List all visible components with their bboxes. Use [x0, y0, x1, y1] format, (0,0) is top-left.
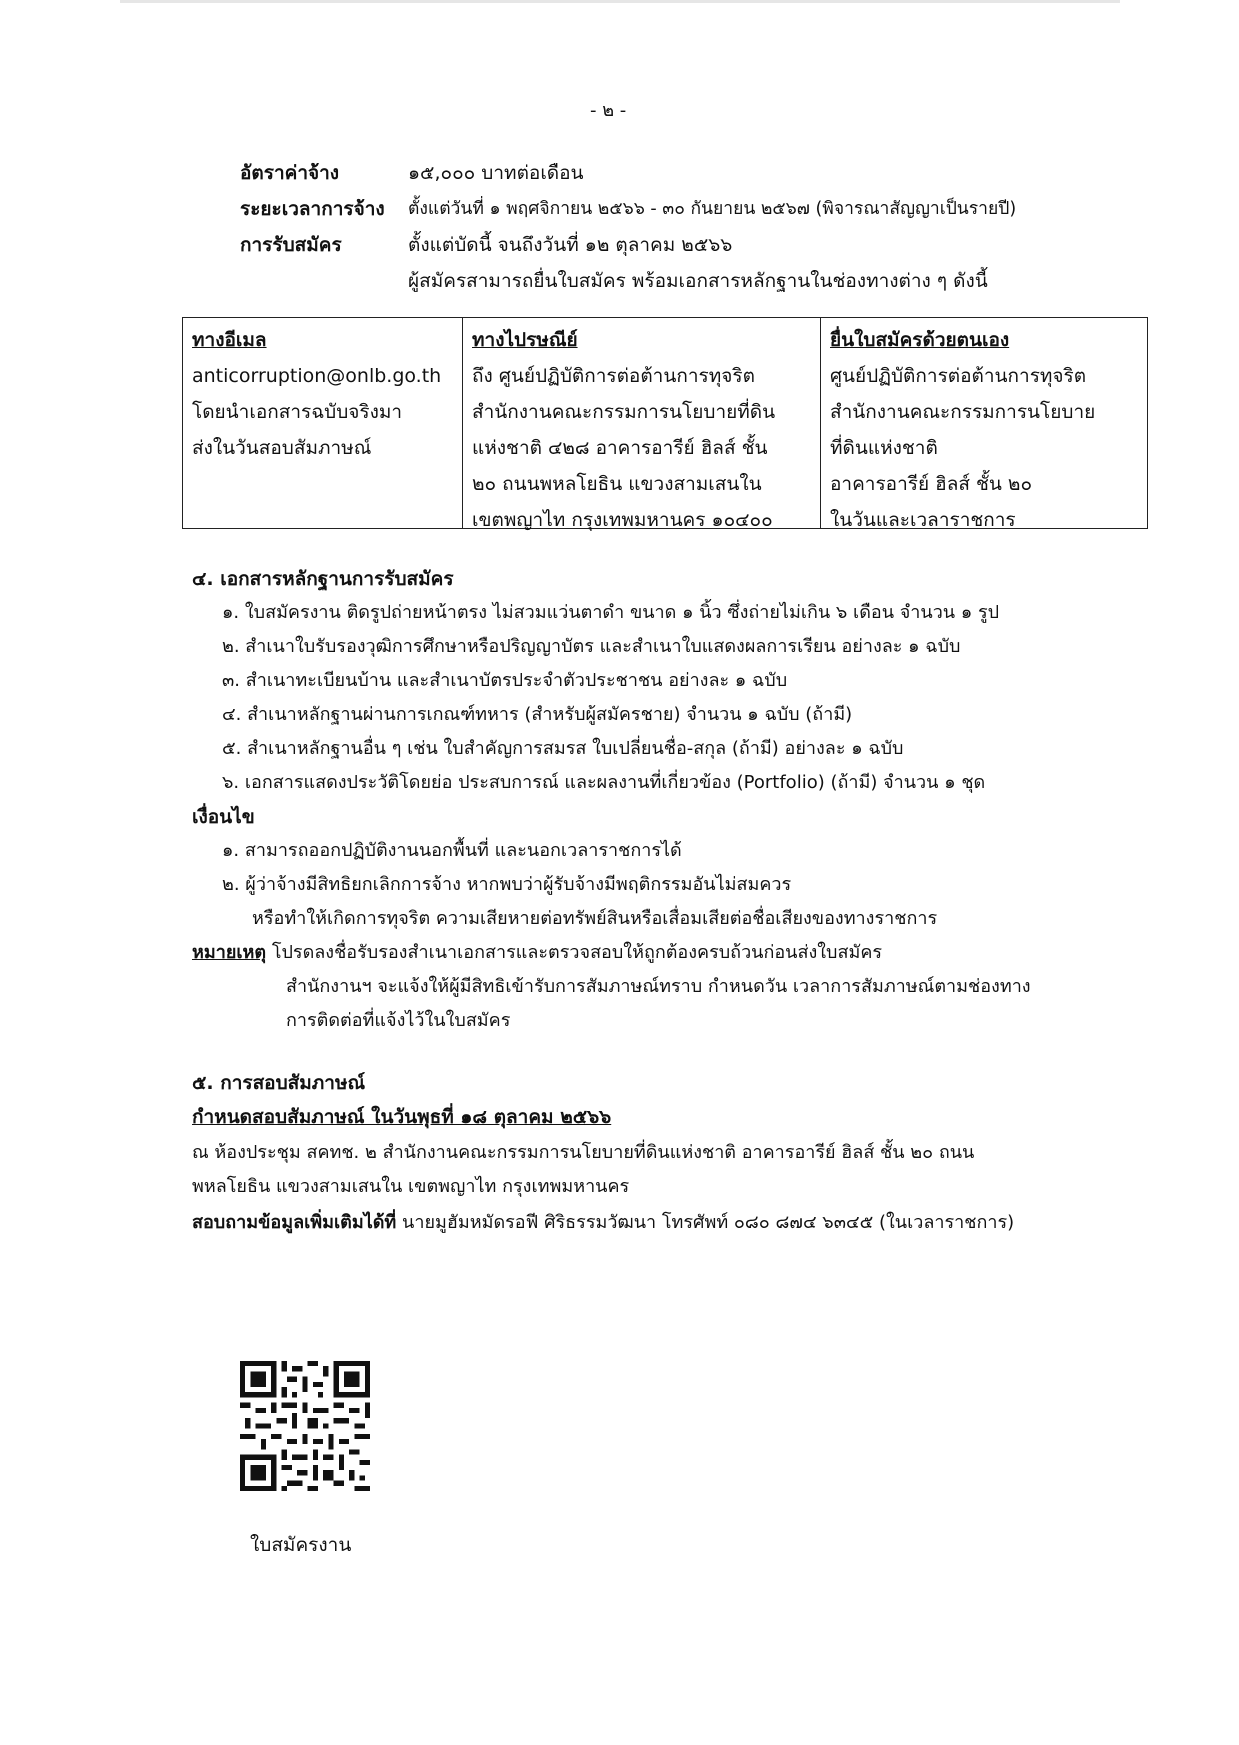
- channel-email-line: โดยนำเอกสารฉบับจริงมา: [192, 401, 403, 423]
- conditions-item: ๒. ผู้ว่าจ้างมีสิทธิยกเลิกการจ้าง หากพบว่าผู้รับจ้างมีพฤติกรรมอันไม่สมควร: [222, 874, 792, 895]
- channel-in-person-line: ศูนย์ปฏิบัติการต่อต้านการทุจริต: [830, 365, 1087, 387]
- note-line: [192, 940, 882, 966]
- qr-code-icon[interactable]: [240, 1361, 370, 1491]
- application-value: ตั้งแต่บัดนี้ จนถึงวันที่ ๑๒ ตุลาคม ๒๕๖๖: [408, 234, 733, 256]
- channel-post: [472, 322, 775, 538]
- conditions-item: ๑. สามารถออกปฏิบัติงานนอกพื้นที่ และนอกเวลาราชการได้: [222, 840, 682, 861]
- section4-item: ๖. เอกสารแสดงประวัติโดยย่อ ประสบการณ์ และผลงานที่เกี่ยวข้อง (Portfolio) (ถ้ามี) จำนวน ๑ ชุด: [222, 772, 986, 793]
- note-label: หมายเหตุ: [192, 942, 267, 963]
- channel-post-line: แห่งชาติ ๔๒๘ อาคารอารีย์ ฮิลส์ ชั้น: [472, 437, 768, 459]
- qr-caption: ใบสมัครงาน: [250, 1534, 352, 1556]
- section4-item: ๒. สำเนาใบรับรองวุฒิการศึกษาหรือปริญญาบัตร และสำเนาใบแสดงผลการเรียน อย่างละ ๑ ฉบับ: [222, 636, 961, 657]
- section4-title: ๔. เอกสารหลักฐานการรับสมัคร: [192, 568, 454, 590]
- wage-label: อัตราค่าจ้าง: [240, 162, 340, 184]
- channel-email-heading: ทางอีเมล: [192, 329, 267, 351]
- scan-top-edge: [120, 0, 1120, 4]
- page-number: - ๒ -: [590, 100, 627, 121]
- channel-post-line: ๒๐ ถนนพหลโยธิน แขวงสามเสนใน: [472, 473, 762, 495]
- conditions-continuation: หรือทำให้เกิดการทุจริต ความเสียหายต่อทรัพย์สินหรือเสื่อมเสียต่อชื่อเสียงของทางราชการ: [252, 908, 938, 929]
- channel-in-person-heading: ยื่นใบสมัครด้วยตนเอง: [830, 329, 1010, 351]
- note-line-2: สำนักงานฯ จะแจ้งให้ผู้มีสิทธิเข้ารับการสัมภาษณ์ทราบ กำหนดวัน เวลาการสัมภาษณ์ตามช่องทาง: [286, 976, 1031, 997]
- section4-item: ๕. สำเนาหลักฐานอื่น ๆ เช่น ใบสำคัญการสมรส ใบเปลี่ยนชื่อ-สกุล (ถ้ามี) อย่างละ ๑ ฉบับ: [222, 738, 904, 759]
- note-line-3: การติดต่อที่แจ้งไว้ในใบสมัคร: [286, 1010, 511, 1031]
- channel-in-person: [830, 322, 1095, 538]
- channel-post-line: สำนักงานคณะกรรมการนโยบายที่ดิน: [472, 401, 776, 423]
- period-value: ตั้งแต่วันที่ ๑ พฤศจิกายน ๒๕๖๖ - ๓๐ กันยายน ๒๕๖๗ (พิจารณาสัญญาเป็นรายปี): [408, 199, 1017, 219]
- interview-venue-1: ณ ห้องประชุม สคทช. ๒ สำนักงานคณะกรรมการนโยบายที่ดินแห่งชาติ อาคารอารีย์ ฮิลส์ ชั้น ๒๐ ถนน: [192, 1142, 975, 1163]
- channel-in-person-line: ในวันและเวลาราชการ: [830, 509, 1016, 531]
- section5-title: ๕. การสอบสัมภาษณ์: [192, 1072, 366, 1094]
- contact-text: นายมูฮัมหมัดรอฟี ศิริธรรมวัฒนา โทรศัพท์ ๐๘๐ ๘๗๔ ๖๓๔๕ (ในเวลาราชการ): [396, 1212, 1015, 1233]
- conditions-title: เงื่อนไข: [192, 806, 255, 828]
- interview-venue-2: พหลโยธิน แขวงสามเสนใน เขตพญาไท กรุงเทพมหานคร: [192, 1176, 630, 1197]
- channel-email-line: ส่งในวันสอบสัมภาษณ์: [192, 437, 372, 459]
- channel-in-person-line: ที่ดินแห่งชาติ: [830, 437, 938, 459]
- contact-line: [192, 1210, 1014, 1236]
- application-label: การรับสมัคร: [240, 234, 342, 256]
- channel-email-address: anticorruption@onlb.go.th: [192, 365, 442, 387]
- interview-schedule: กำหนดสอบสัมภาษณ์ ในวันพุธที่ ๑๘ ตุลาคม ๒๕๖๖: [192, 1106, 612, 1128]
- wage-value: ๑๕,๐๐๐ บาทต่อเดือน: [408, 162, 584, 184]
- contact-label: สอบถามข้อมูลเพิ่มเติมได้ที่: [192, 1212, 397, 1233]
- channel-in-person-line: อาคารอารีย์ ฮิลส์ ชั้น ๒๐: [830, 473, 1033, 495]
- channel-email: [192, 322, 441, 466]
- channels-intro: ผู้สมัครสามารถยื่นใบสมัคร พร้อมเอกสารหลักฐานในช่องทางต่าง ๆ ดังนี้: [408, 270, 988, 292]
- channel-post-line: ถึง ศูนย์ปฏิบัติการต่อต้านการทุจริต: [472, 365, 755, 387]
- channel-post-line: เขตพญาไท กรุงเทพมหานคร ๑๐๔๐๐: [472, 509, 773, 531]
- channel-post-heading: ทางไปรษณีย์: [472, 329, 578, 351]
- table-divider-2: [820, 317, 821, 529]
- period-label: ระยะเวลาการจ้าง: [240, 198, 385, 220]
- section4-item: ๔. สำเนาหลักฐานผ่านการเกณฑ์ทหาร (สำหรับผู้สมัครชาย) จำนวน ๑ ฉบับ (ถ้ามี): [222, 704, 853, 725]
- table-divider-1: [462, 317, 463, 529]
- section4-item: ๓. สำเนาทะเบียนบ้าน และสำเนาบัตรประจำตัวประชาชน อย่างละ ๑ ฉบับ: [222, 670, 788, 691]
- note-text: โปรดลงชื่อรับรองสำเนาเอกสารและตรวจสอบให้ถูกต้องครบถ้วนก่อนส่งใบสมัคร: [266, 942, 883, 963]
- section4-item: ๑. ใบสมัครงาน ติดรูปถ่ายหน้าตรง ไม่สวมแว่นตาดำ ขนาด ๑ นิ้ว ซึ่งถ่ายไม่เกิน ๖ เดือน จำนวน ๑ รูป: [222, 602, 1000, 623]
- channel-in-person-line: สำนักงานคณะกรรมการนโยบาย: [830, 401, 1096, 423]
